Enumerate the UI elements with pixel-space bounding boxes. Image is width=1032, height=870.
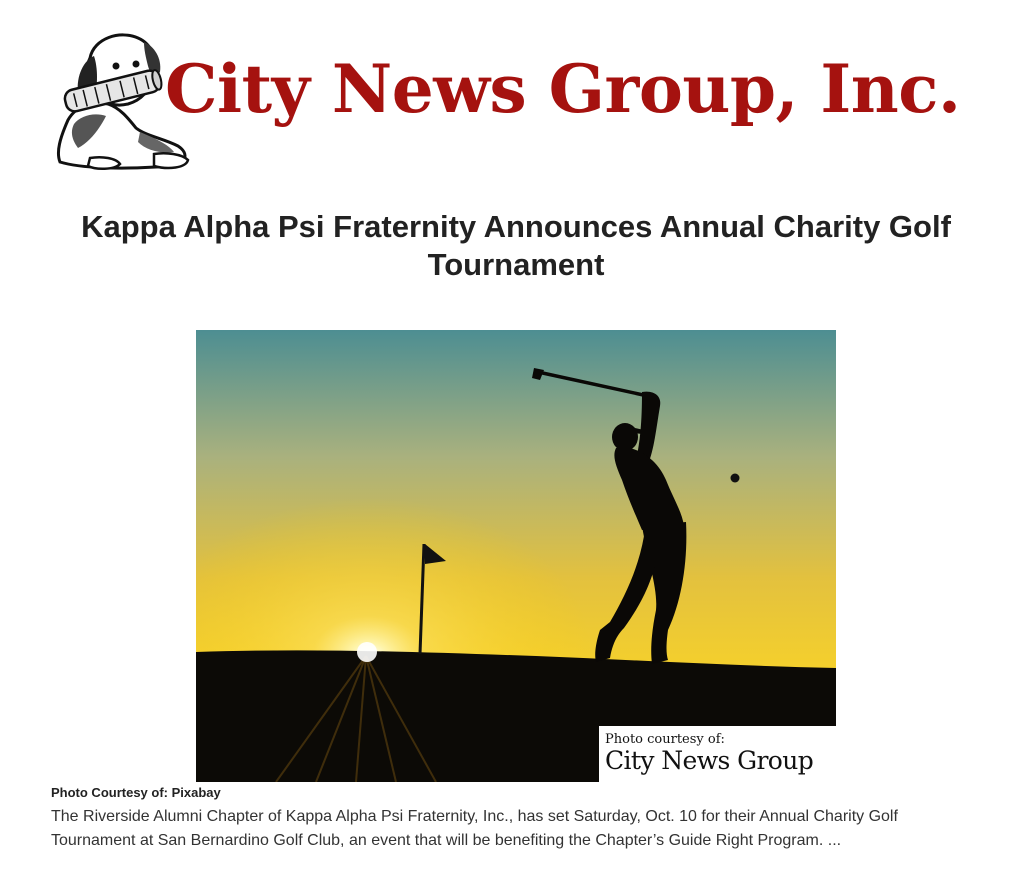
site-logo-text[interactable]: City News Group, Inc. <box>165 50 961 128</box>
article-summary: The Riverside Alumni Chapter of Kappa Alpha Psi Fraternity, Inc., has set Saturday, Oct. 10 for their Annual Charity Golf Tournament at San Bernardino Golf Club, an event that will be benefiting the Chapter’s Guide Right Program. ... <box>51 808 898 849</box>
article-headline[interactable]: Kappa Alpha Psi Fraternity Announces Annual Charity Golf Tournament <box>81 209 951 282</box>
golfer-silhouette-at-sunset <box>196 330 836 782</box>
watermark-brand: City News Group <box>605 746 814 775</box>
photo-watermark <box>599 726 836 782</box>
masthead <box>50 28 980 178</box>
photo-credit: Photo Courtesy of: Pixabay <box>51 785 221 800</box>
watermark-caption: Photo courtesy of: <box>605 732 725 747</box>
article-photo[interactable] <box>196 330 836 782</box>
